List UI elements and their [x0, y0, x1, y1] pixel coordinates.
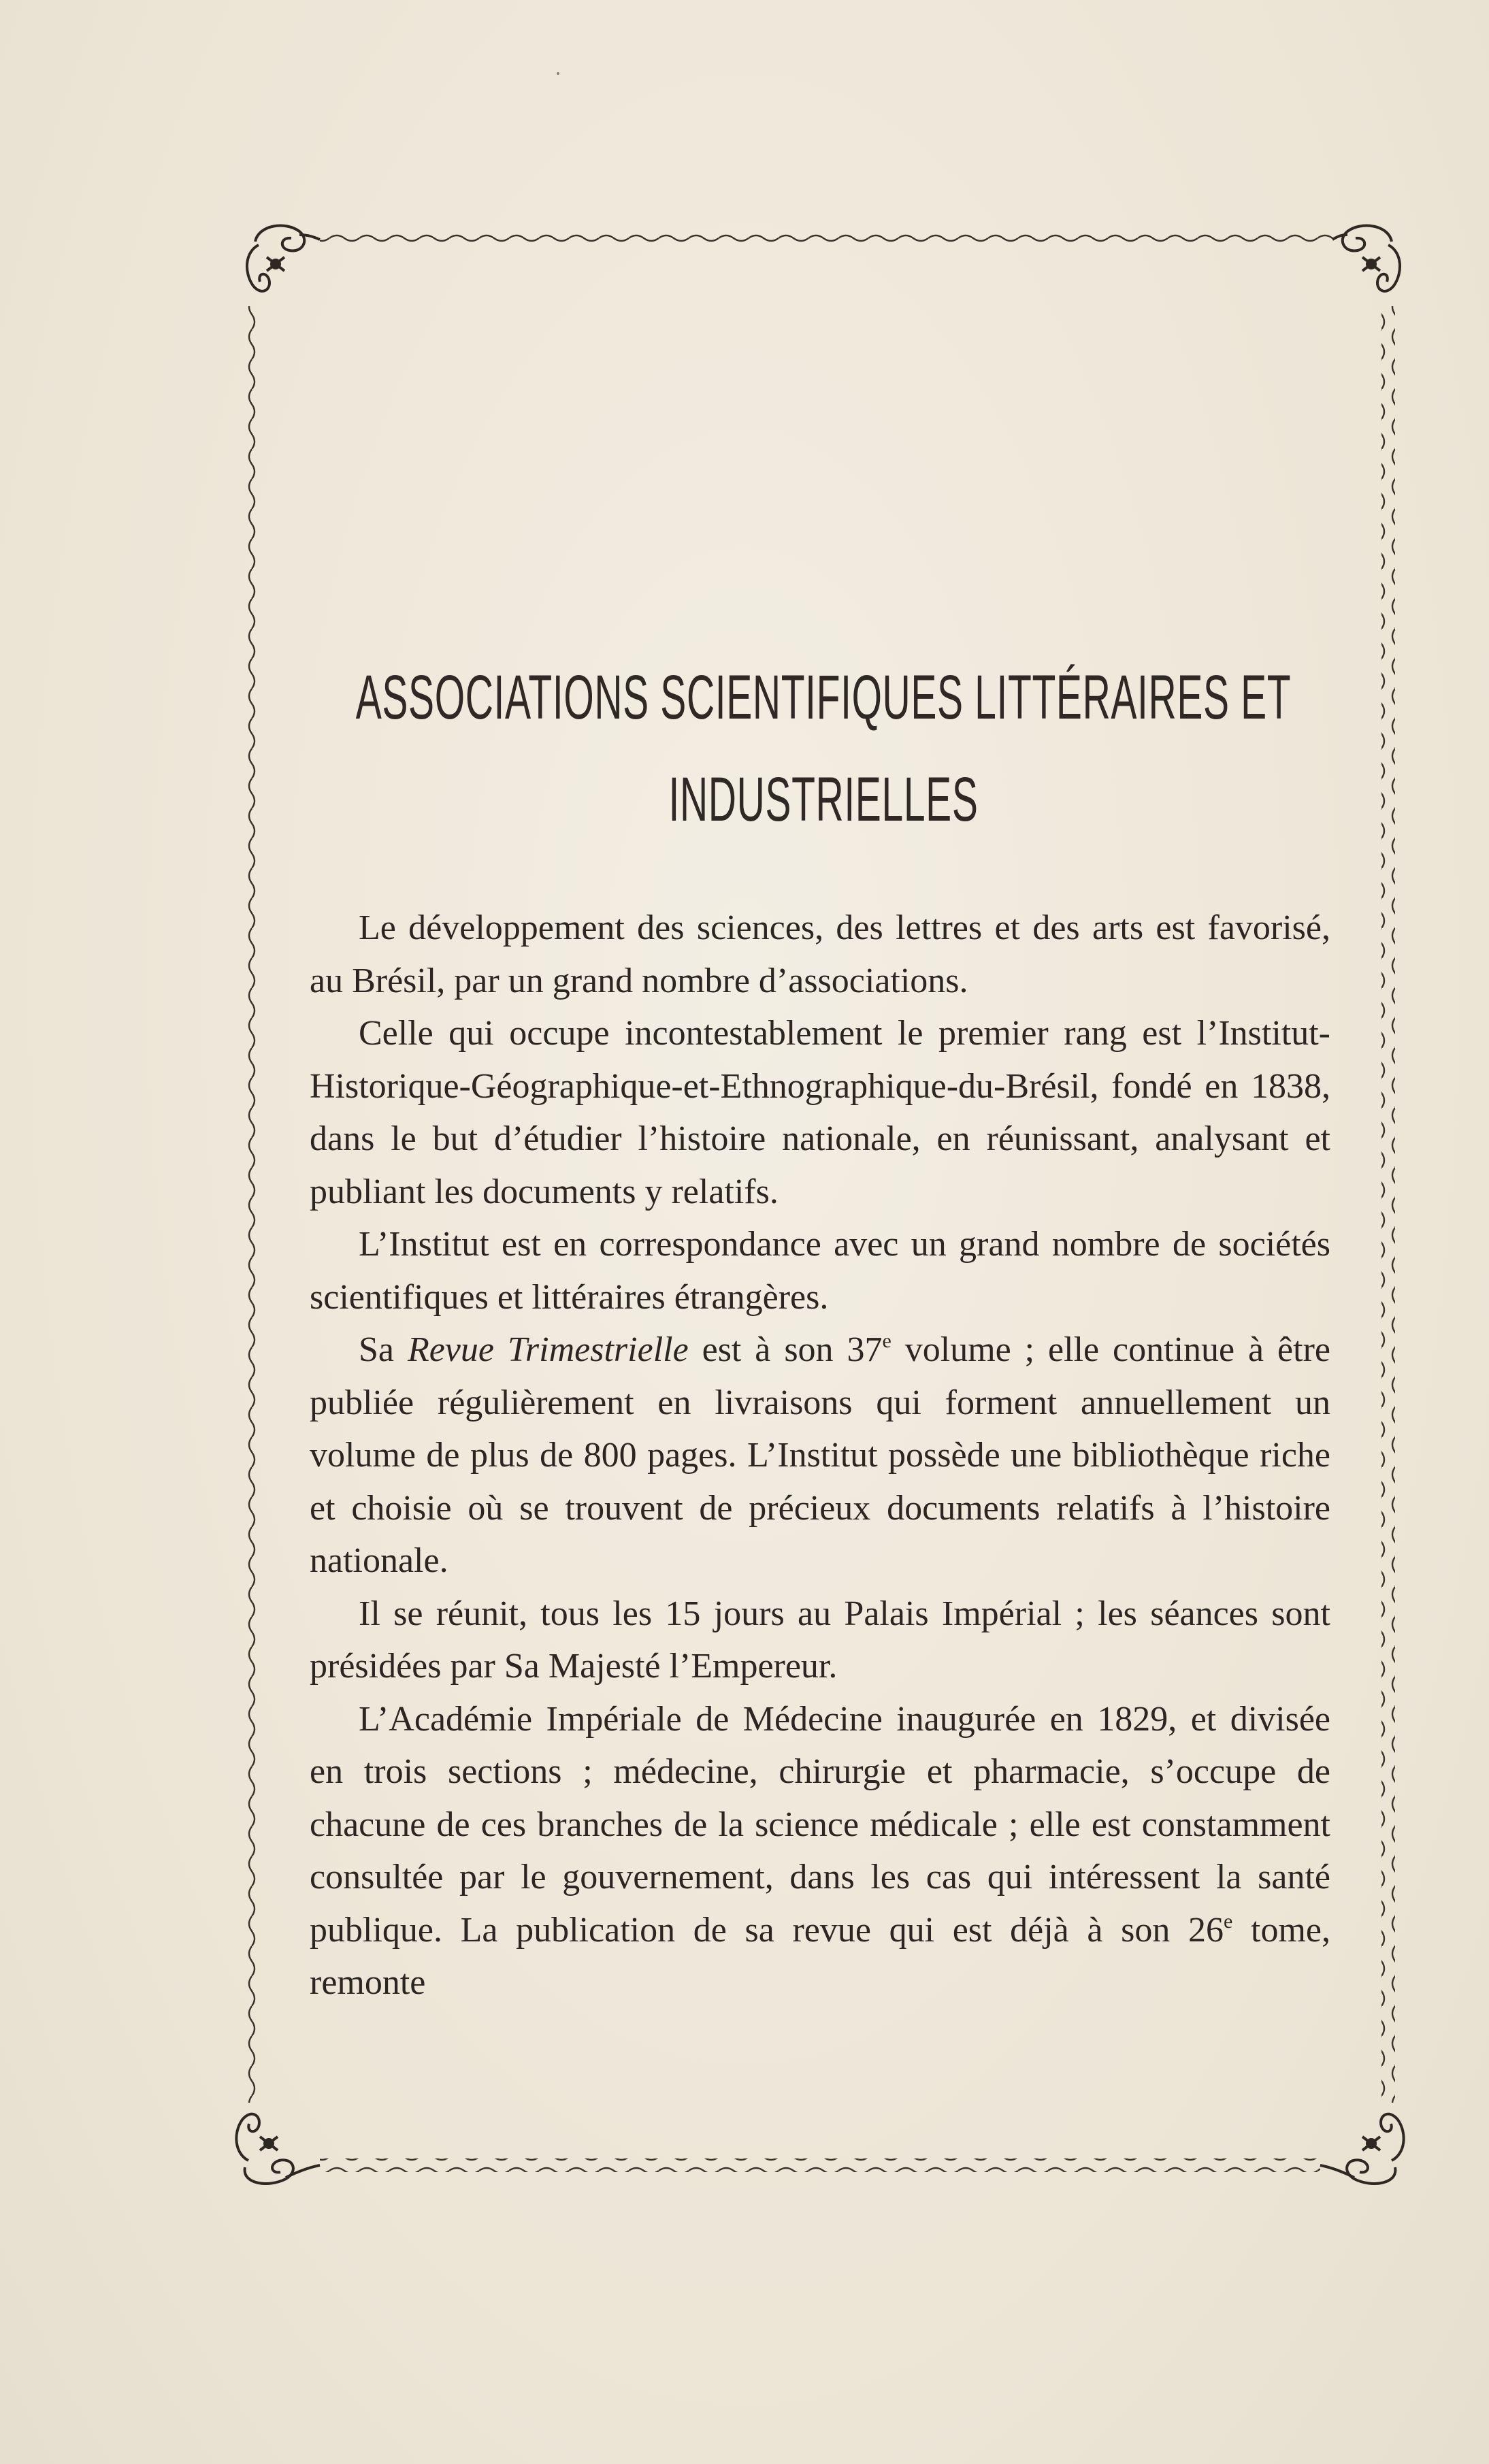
p4-mid: est à son 37	[688, 1330, 883, 1369]
p4-end: volume ; elle continue à être publiée régulièrement en livraisons qui forment annuellement un volume de plus de 800 pages. L’Institut possède une bibliothèque riche et choisie où se trouvent de précieux documents relatifs à l’histoire nationale.	[310, 1330, 1330, 1580]
paragraph-2: Celle qui occupe incontestablement le premier rang est l’Institut-Historique-Géographique-et-Ethnographique-du-Brésil, fondé en 1838, dans le but d’étudier l’histoire nationale, en réunissant, analysant et publiant les documents y relatifs.	[310, 1014, 1330, 1211]
paragraph-3: L’Institut est en correspondance avec un grand nombre de sociétés scientifiques et littéraires étrangères.	[310, 1225, 1330, 1317]
body-text	[310, 902, 1330, 2009]
corner-ornament-top-right	[1332, 226, 1400, 291]
p4-superscript: e	[882, 1330, 891, 1352]
revue-trimestrielle-title: Revue Trimestrielle	[407, 1330, 689, 1369]
paragraph-5: Il se réunit, tous les 15 jours au Palais Impérial ; les séances sont présidées par Sa Majesté l’Empereur.	[310, 1594, 1330, 1686]
p6-superscript: e	[1224, 1909, 1233, 1933]
page-title	[355, 646, 1292, 851]
title-line-1: ASSOCIATIONS SCIENTIFIQUES LITTÉRAIRES ET	[355, 663, 1292, 732]
paragraph-1: Le développement des sciences, des lettres et des arts est favorisé, au Brésil, par un grand nombre d’associations.	[310, 908, 1330, 1000]
border-bottom	[320, 2158, 1320, 2172]
corner-ornament-bottom-left	[236, 2114, 320, 2184]
corner-ornament-bottom-right	[1320, 2114, 1404, 2184]
border-right	[1381, 306, 1395, 2103]
paragraph-6	[310, 1693, 1330, 2009]
ink-speck	[557, 72, 559, 75]
p6-start: L’Académie Impériale de Médecine inaugurée en 1829, et divisée en trois sections ; médecine, chirurgie et pharmacie, s’occupe de chacune de ces branches de la science médicale ; elle est constamment consultée par le gouvernement, dans les cas qui intéressent la santé publique. La publication de sa revue qui est déjà à son 26	[310, 1699, 1330, 1950]
p4-start: Sa	[359, 1330, 408, 1369]
title-line-2: INDUSTRIELLES	[668, 765, 979, 834]
border-left	[247, 306, 261, 2103]
border-top	[320, 233, 1334, 246]
corner-ornament-top-left	[247, 226, 320, 291]
paragraph-4	[310, 1324, 1330, 1588]
p6-end: tome, remonte	[310, 1910, 1330, 2002]
